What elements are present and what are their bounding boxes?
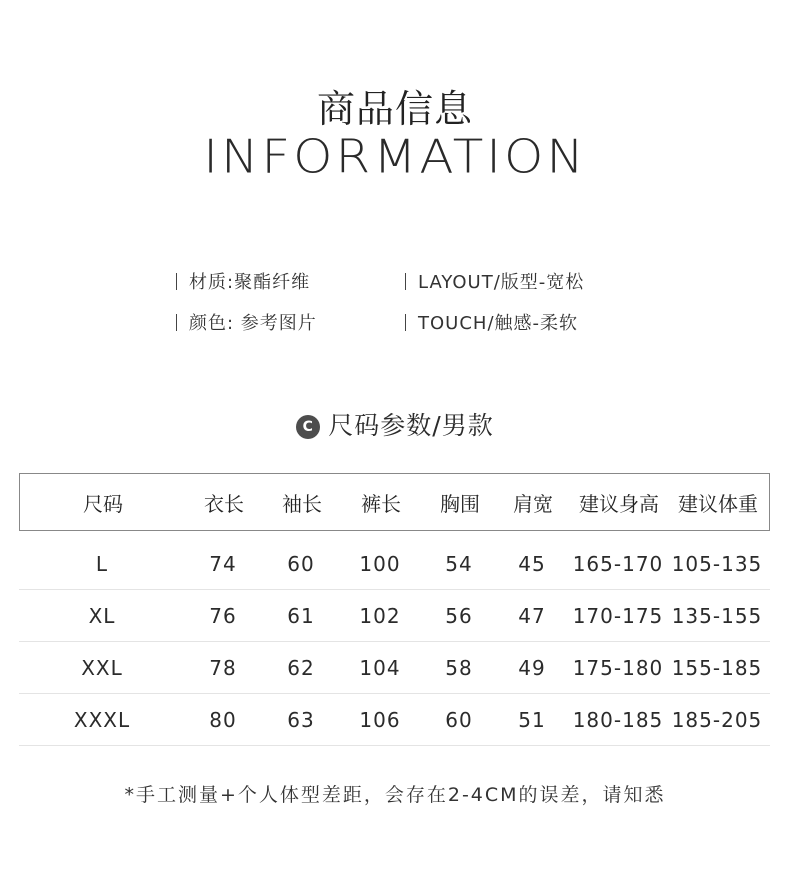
table-cell: 155-185 <box>671 655 763 680</box>
table-cell: 78 <box>209 655 237 680</box>
table-cell: 76 <box>209 603 237 628</box>
info-layout <box>405 268 584 294</box>
table-cell: L <box>95 551 109 576</box>
info-material <box>176 268 310 294</box>
table-cell: 51 <box>518 707 546 732</box>
table-cell: 60 <box>287 551 315 576</box>
size-table-header <box>19 473 770 531</box>
divider-bar <box>176 314 177 331</box>
table-cell: 165-170 <box>572 551 664 576</box>
table-cell: 102 <box>359 603 401 628</box>
table-cell: XXL <box>81 655 123 680</box>
table-cell: 135-155 <box>671 603 763 628</box>
table-cell: 49 <box>518 655 546 680</box>
size-section-title: 尺码参数/男款 <box>328 411 494 440</box>
divider-bar <box>405 314 406 331</box>
header-cell-shoulder: 肩宽 <box>513 491 553 516</box>
copyright-c-icon: C <box>296 415 320 439</box>
table-cell: 61 <box>287 603 315 628</box>
info-color-text: 颜色: 参考图片 <box>189 313 317 334</box>
table-cell: 45 <box>518 551 546 576</box>
table-cell: 58 <box>445 655 473 680</box>
divider-bar <box>405 273 406 290</box>
measurement-note: *手工测量+个人体型差距，会存在2-4CM的误差，请知悉 <box>124 784 666 806</box>
table-row <box>19 694 770 746</box>
table-cell: XXXL <box>73 707 131 732</box>
table-cell: 74 <box>209 551 237 576</box>
table-cell: 185-205 <box>671 707 763 732</box>
header-cell-height: 建议身高 <box>579 491 659 516</box>
header-cell-sleeve: 袖长 <box>282 491 322 516</box>
table-cell: 105-135 <box>671 551 763 576</box>
info-layout-text: LAYOUT/版型-宽松 <box>418 272 585 293</box>
header-cell-weight: 建议体重 <box>678 491 758 516</box>
table-cell: 80 <box>209 707 237 732</box>
table-cell: 180-185 <box>572 707 664 732</box>
table-cell: 60 <box>445 707 473 732</box>
info-color <box>176 309 317 335</box>
header-cell-chest: 胸围 <box>440 491 480 516</box>
size-table <box>19 473 770 746</box>
table-cell: 170-175 <box>572 603 664 628</box>
info-touch-text: TOUCH/触感-柔软 <box>418 313 579 334</box>
table-cell: 104 <box>359 655 401 680</box>
table-cell: 47 <box>518 603 546 628</box>
header-cell-size: 尺码 <box>83 491 123 516</box>
table-cell: 63 <box>287 707 315 732</box>
page-title-cn: 商品信息 <box>316 87 473 131</box>
header-cell-length: 衣长 <box>204 491 244 516</box>
page-title-en: INFORMATION <box>203 130 587 184</box>
info-material-text: 材质:聚酯纤维 <box>189 272 311 293</box>
table-row <box>19 590 770 642</box>
table-cell: XL <box>88 603 116 628</box>
table-cell: 106 <box>359 707 401 732</box>
table-cell: 56 <box>445 603 473 628</box>
table-row <box>19 642 770 694</box>
size-section-heading <box>0 406 790 442</box>
info-touch <box>405 309 578 335</box>
divider-bar <box>176 273 177 290</box>
table-cell: 54 <box>445 551 473 576</box>
table-row <box>19 538 770 590</box>
header-cell-pants: 裤长 <box>361 491 401 516</box>
table-cell: 62 <box>287 655 315 680</box>
table-cell: 100 <box>359 551 401 576</box>
table-cell: 175-180 <box>572 655 664 680</box>
